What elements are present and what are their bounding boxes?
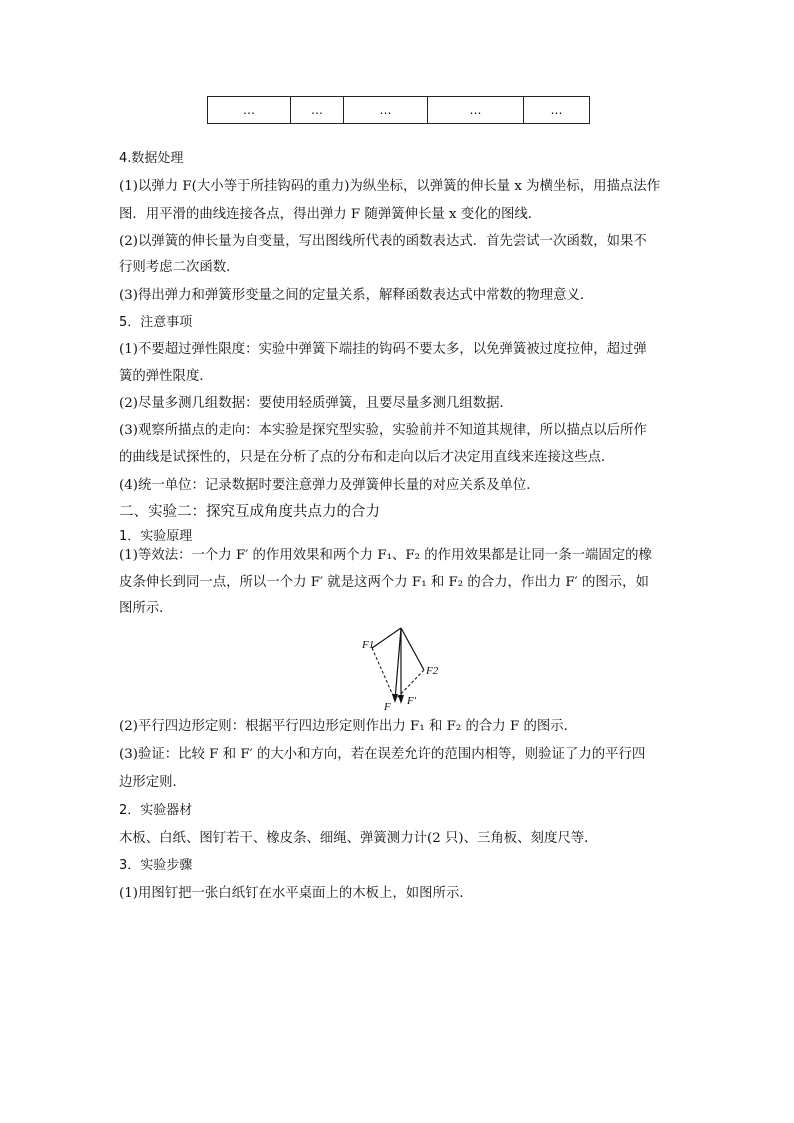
paragraph-line: (1)等效法：一个力 F′ 的作用效果和两个力 F₁、F₂ 的作用效果都是让同一条一端固定的橡: [119, 548, 652, 563]
table-cell: …: [344, 97, 428, 124]
table-cell: …: [291, 97, 344, 124]
section-heading-notes: 5．注意事项: [119, 315, 193, 330]
paragraph-line: (3)验证：比较 F 和 F′ 的大小和方向，若在误差允许的范围内相等，则验证了力的平行四: [119, 747, 646, 762]
label-f-prime: F′: [407, 695, 417, 707]
data-table-continuation: [207, 96, 590, 124]
section-heading-principle: 1．实验原理: [119, 529, 193, 544]
paragraph-line: (1)用图钉把一张白纸钉在水平桌面上的木板上，如图所示．: [119, 886, 473, 901]
table-cell: …: [524, 97, 590, 124]
label-f1: F1: [362, 639, 375, 651]
paragraph-line: (2)以弹簧的伸长量为自变量，写出图线所代表的函数表达式．首先尝试一次函数，如果不: [119, 234, 647, 249]
paragraph-line: 图．用平滑的曲线连接各点，得出弹力 F 随弹簧伸长量 x 变化的图线．: [119, 207, 542, 222]
paragraph-line: 行则考虑二次函数．: [119, 260, 240, 275]
table-cell: …: [208, 97, 291, 124]
paragraph-line: 边形定则．: [119, 775, 186, 790]
arrowhead: [392, 694, 398, 703]
f1-vector-line: [372, 628, 401, 648]
section-heading-equipment: 2．实验器材: [119, 803, 193, 818]
paragraph-line: (3)观察所描点的走向：本实验是探究型实验，实验前并不知道其规律，所以描点以后所作: [119, 423, 647, 438]
f2-vector-line: [401, 628, 424, 670]
arrowhead: [398, 695, 404, 704]
table-cell: …: [428, 97, 524, 124]
paragraph-line: (2)尽量多测几组数据：要使用轻质弹簧，且要尽量多测几组数据．: [119, 396, 513, 411]
force-parallelogram-diagram: [350, 624, 460, 716]
label-f: F: [384, 701, 391, 713]
paragraph-line: (4)统一单位：记录数据时要注意弹力及弹簧伸长量的对应关系及单位．: [119, 478, 540, 493]
section-heading-experiment-two: 二、实验二：探究互成角度共点力的合力: [119, 504, 380, 520]
label-f2: F2: [426, 665, 439, 677]
paragraph-line: 图所示．: [119, 601, 173, 616]
resultant-f-line: [395, 628, 401, 700]
table-row: [208, 97, 590, 124]
paragraph-line: 的曲线是试探性的，只是在分析了点的分布和走向以后才决定用直线来连接这些点．: [119, 450, 615, 465]
paragraph-line: (2)平行四边形定则：根据平行四边形定则作出力 F₁ 和 F₂ 的合力 F 的图示．: [119, 719, 578, 734]
section-heading-data-processing: 4.数据处理: [119, 151, 184, 166]
section-heading-steps: 3．实验步骤: [119, 858, 193, 873]
parallelogram-dashed-side: [372, 648, 395, 700]
paragraph-line: 皮条伸长到同一点，所以一个力 F′ 就是这两个力 F₁ 和 F₂ 的合力，作出力 F′ 的图示，如: [119, 575, 649, 590]
paragraph-line: 木板、白纸、图钉若干、橡皮条、细绳、弹簧测力计(2 只)、三角板、刻度尺等．: [119, 831, 598, 846]
paragraph-line: 簧的弹性限度．: [119, 369, 213, 384]
paragraph-line: (1)不要超过弹性限度：实验中弹簧下端挂的钩码不要太多，以免弹簧被过度拉伸，超过弹: [119, 342, 647, 357]
paragraph-line: (1)以弹力 F(大小等于所挂钩码的重力)为纵坐标，以弹簧的伸长量 x 为横坐标，用描点法作: [119, 179, 661, 194]
paragraph-line: (3)得出弹力和弹簧形变量之间的定量关系，解释函数表达式中常数的物理意义．: [119, 288, 594, 303]
